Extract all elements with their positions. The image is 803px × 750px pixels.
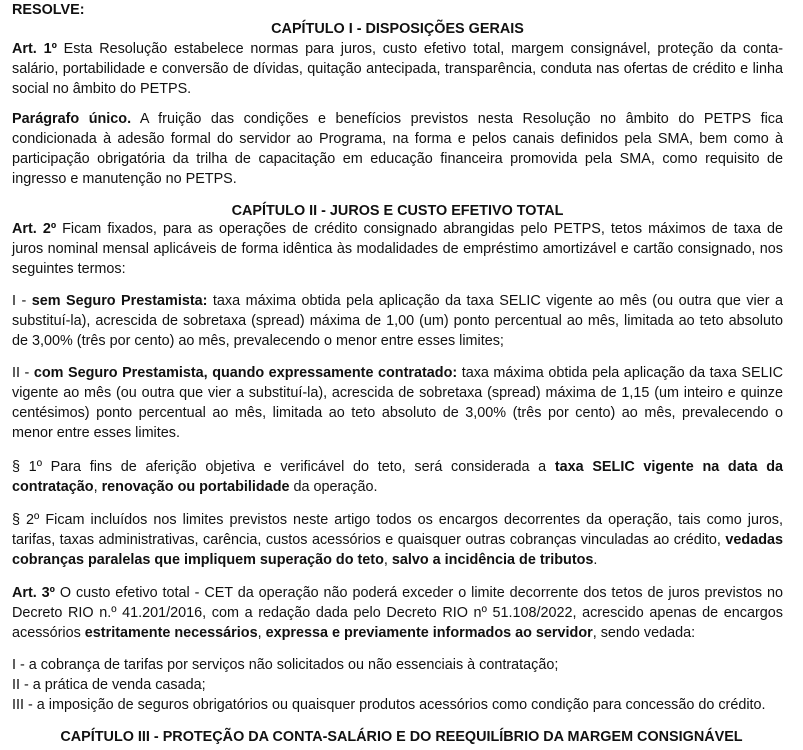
- list-item: I - a cobrança de tarifas por serviços não solicitados ou não essenciais à contratação;: [12, 657, 559, 673]
- article-2-label: Art. 2º: [12, 221, 57, 237]
- list-item: II - a prática de venda casada;: [12, 677, 206, 693]
- article-2: Art. 2º Ficam fixados, para as operações de crédito consignado abrangidas pelo PETPS, tetos máximos de taxa de juros nominal mensal aplicáveis de forma idêntica às modalidades de empréstimo amortizável e cartão consignado, nos seguintes termos:: [12, 221, 783, 277]
- resolve-label: RESOLVE:: [12, 2, 85, 18]
- chapter-2-title: CAPÍTULO II - JUROS E CUSTO EFETIVO TOTAL: [231, 203, 564, 219]
- paragraph-1: § 1º Para fins de aferição objetiva e verificável do teto, será considerada a taxa SELIC vigente na data da contratação, renovação ou portabilidade da operação.: [12, 459, 784, 495]
- paragraph-unico: Parágrafo único. A fruição das condições e benefícios previstos nesta Resolução no âmbito do PETPS fica condicionada à adesão formal do servidor ao Programa, na forma e pelos canais definidos pela SMA, bem como à participação obrigatória da trilha de capacitação em educação financeira promovida pela SMA, como requisito de ingresso e manutenção no PETPS.: [12, 111, 783, 187]
- paragraph-unico-label: Parágrafo único.: [12, 111, 132, 127]
- article-3-label: Art. 3º: [12, 585, 55, 601]
- chapter-3-title: CAPÍTULO III - PROTEÇÃO DA CONTA-SALÁRIO E DO REEQUILÍBRIO DA MARGEM CONSIGNÁVEL: [60, 729, 743, 745]
- article-3: Art. 3º O custo efetivo total - CET da operação não poderá exceder o limite decorrente dos tetos de juros previstos no Decreto RIO n.º 41.201/2016, com a redação dada pelo Decreto RIO nº 51.108/2022, acrescido apenas de encargos acessórios estritamente necessários, expressa e previamente informados ao servidor, sendo vedada:: [12, 585, 783, 641]
- inciso-1: I - sem Seguro Prestamista: taxa máxima obtida pela aplicação da taxa SELIC vigente ao mês (ou outra que vier a substituí-la), acrescida de sobretaxa (spread) máxima de 1,00 (um) ponto percentual ao mês, limitada ao teto absoluto de 3,00% (três por cento) ao mês, prevalecendo o menor entre esses limites;: [12, 293, 783, 349]
- list-item: III - a imposição de seguros obrigatórios ou quaisquer produtos acessórios como condição para concessão do crédito.: [12, 697, 766, 713]
- article-1: Art. 1º Esta Resolução estabelece normas para juros, custo efetivo total, margem consignável, proteção da conta-salário, portabilidade e conversão de dívidas, quitação antecipada, transparência, conduta nas ofertas de crédito e linha social no âmbito do PETPS.: [12, 41, 784, 97]
- article-1-label: Art. 1º: [12, 41, 57, 57]
- article-3-list: [12, 655, 803, 715]
- inciso-2: II - com Seguro Prestamista, quando expressamente contratado: taxa máxima obtida pela aplicação da taxa SELIC vigente ao mês (ou outra que vier a substituí-la), acrescida de sobretaxa (spread) máxima de 1,15 (um inteiro e quinze centésimos) ponto percentual ao mês, limitada ao teto absoluto de 3,00% (três por cento) ao mês, prevalecendo o menor entre esses limites.: [12, 365, 783, 441]
- chapter-1-title: CAPÍTULO I - DISPOSIÇÕES GERAIS: [271, 21, 524, 37]
- paragraph-2: § 2º Ficam incluídos nos limites previstos neste artigo todos os encargos decorrentes da operação, tais como juros, tarifas, taxas administrativas, carência, custos acessórios e quaisquer outras cobranças vinculadas ao crédito, vedadas cobranças paralelas que impliquem superação do teto, salvo a incidência de tributos.: [12, 512, 784, 568]
